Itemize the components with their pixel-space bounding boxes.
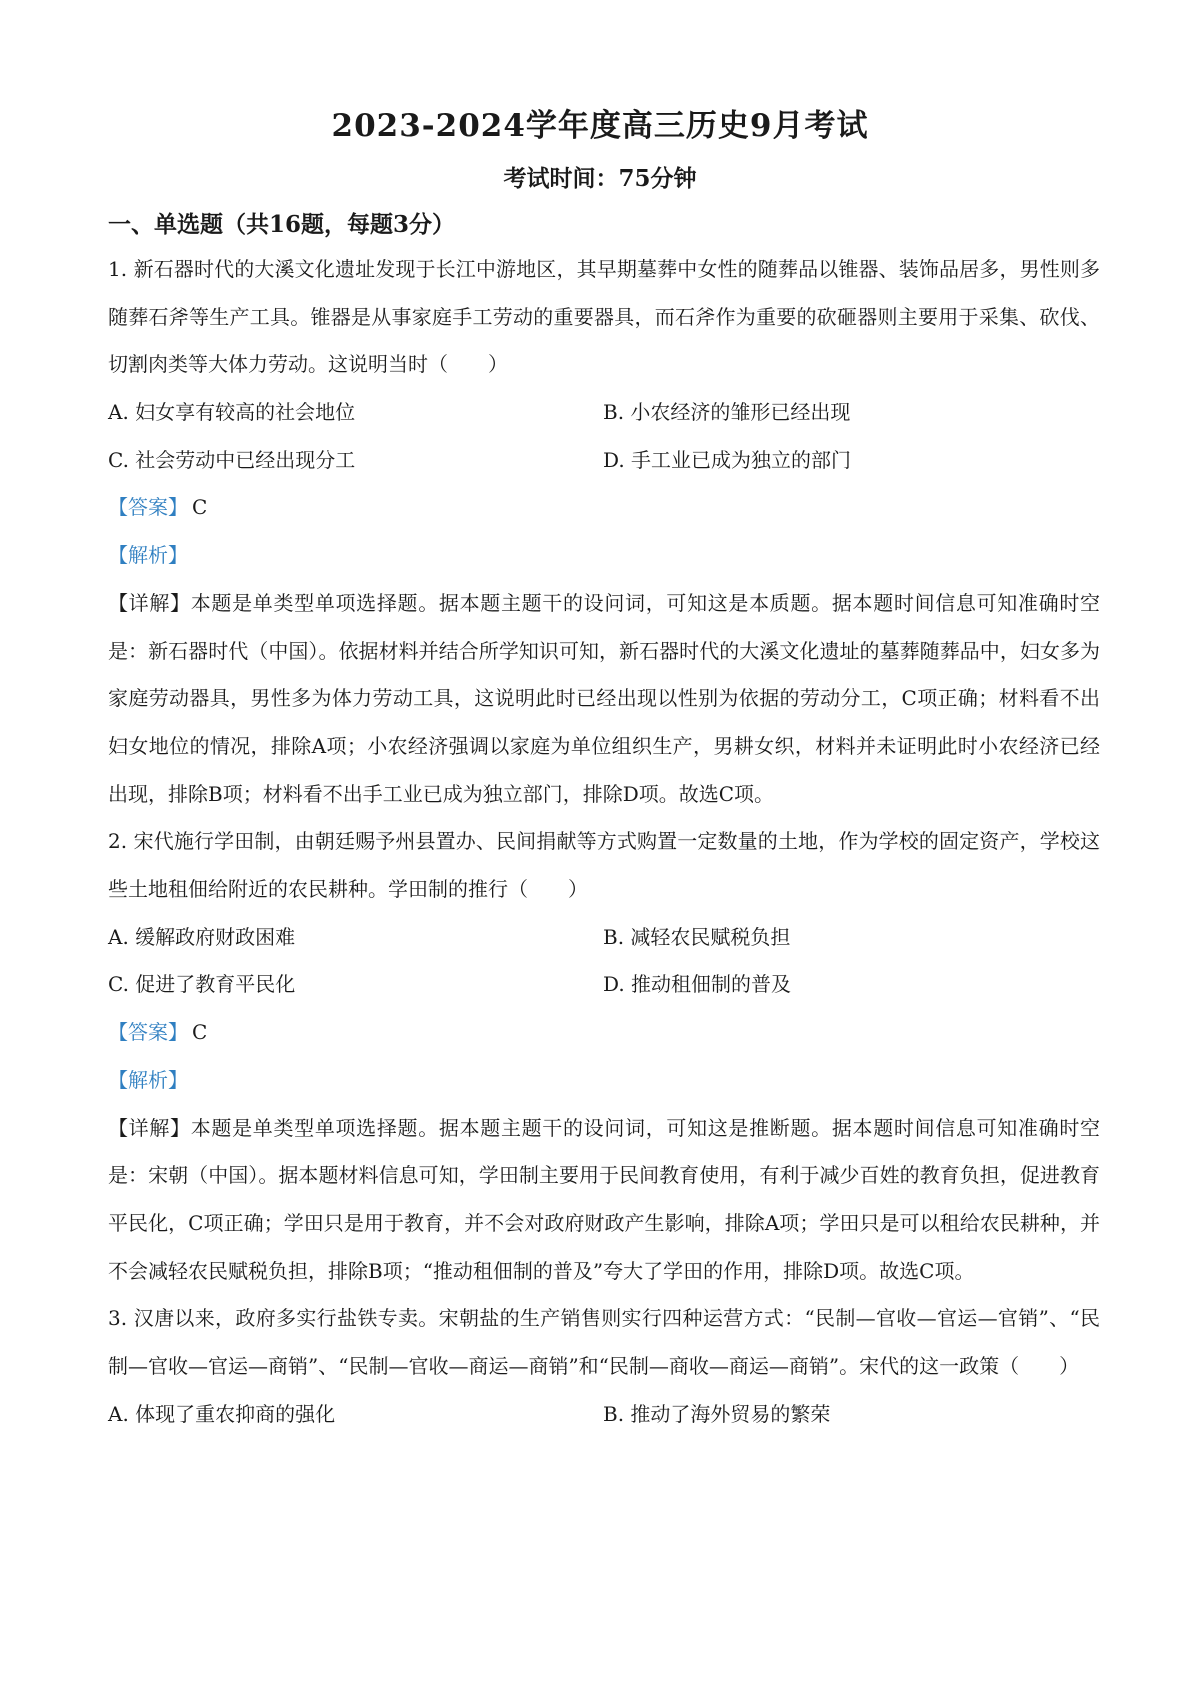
detail-label: 【详解】 (108, 590, 191, 615)
question-1-options (108, 389, 1100, 484)
question-1-stem: 1. 新石器时代的大溪文化遗址发现于长江中游地区，其早期墓葬中女性的随葬品以锥器、装饰品居多，男性则多随葬石斧等生产工具。锥器是从事家庭手工劳动的重要器具，而石斧作为重要的砍砸器则主要用于采集、砍伐、切割肉类等大体力劳动。这说明当时（ ） (108, 257, 1100, 377)
question-1-option-d: D. 手工业已成为独立的部门 (603, 447, 852, 472)
question-2-analysis (108, 1057, 1100, 1105)
question-1-answer-value: C (192, 495, 208, 520)
question-2-option-a: A. 缓解政府财政困难 (108, 924, 296, 949)
question-1-option-c: C. 社会劳动中已经出现分工 (108, 447, 356, 472)
question-3-stem: 3. 汉唐以来，政府多实行盐铁专卖。宋朝盐的生产销售则实行四种运营方式：“民制—官收—官运—官销”、“民制—官收—官运—商销”、“民制—官收—商运—商销”和“民制—商收—商运—商销”。宋代的这一政策（ ） (108, 1306, 1100, 1379)
question-2-answer (108, 1009, 1100, 1057)
analysis-label: 【解析】 (108, 543, 188, 568)
exam-title: 2023-2024学年度高三历史9月考试 (331, 108, 869, 144)
question-2-option-d: D. 推动租佃制的普及 (603, 972, 792, 997)
question-2-options (108, 914, 1100, 1009)
question-2-option-c: C. 促进了教育平民化 (108, 972, 296, 997)
question-1-option-a: A. 妇女享有较高的社会地位 (108, 400, 356, 425)
question-2-detail-text: 本题是单类型单项选择题。据本题主题干的设问词，可知这是推断题。据本题时间信息可知准确时空是：宋朝（中国）。据本题材料信息可知，学田制主要用于民间教育使用，有利于减少百姓的教育负担，促进教育平民化，C项正确；学田只是用于教育，并不会对政府财政产生影响，排除A项；学田只是可以租给农民耕种，并不会减轻农民赋税负担，排除B项；“推动租佃制的普及”夸大了学田的作用，排除D项。故选C项。 (108, 1115, 1101, 1283)
answer-label: 【答案】 (108, 495, 188, 520)
question-1-answer (108, 484, 1100, 532)
analysis-label: 【解析】 (108, 1067, 188, 1092)
question-2-stem: 2. 宋代施行学田制，由朝廷赐予州县置办、民间捐献等方式购置一定数量的土地，作为学校的固定资产，学校这些土地租佃给附近的农民耕种。学田制的推行（ ） (108, 829, 1100, 902)
exam-content (108, 246, 1100, 1438)
section-header: 一、单选题（共16题，每题3分） (108, 211, 456, 238)
question-1-option-b: B. 小农经济的雏形已经出现 (603, 400, 851, 425)
question-1-detail-text: 本题是单类型单项选择题。据本题主题干的设问词，可知这是本质题。据本题时间信息可知准确时空是：新石器时代（中国）。依据材料并结合所学知识可知，新石器时代的大溪文化遗址的墓葬随葬品中，妇女多为家庭劳动器具，男性多为体力劳动工具，这说明此时已经出现以性别为依据的劳动分工，C项正确；材料看不出妇女地位的情况，排除A项；小农经济强调以家庭为单位组织生产，男耕女织，材料并未证明此时小农经济已经出现，排除B项；材料看不出手工业已成为独立部门，排除D项。故选C项。 (108, 590, 1101, 806)
question-1-detail (108, 580, 1100, 819)
question-2-answer-value: C (192, 1020, 208, 1045)
question-3-option-b: B. 推动了海外贸易的繁荣 (603, 1401, 831, 1426)
question-2-option-b: B. 减轻农民赋税负担 (603, 924, 791, 949)
detail-label: 【详解】 (108, 1115, 191, 1140)
exam-duration: 考试时间：75分钟 (503, 165, 697, 192)
question-3-option-a: A. 体现了重农抑商的强化 (108, 1401, 336, 1426)
question-2-detail (108, 1105, 1100, 1296)
question-1-analysis (108, 532, 1100, 580)
answer-label: 【答案】 (108, 1020, 188, 1045)
question-3-options (108, 1391, 1100, 1439)
